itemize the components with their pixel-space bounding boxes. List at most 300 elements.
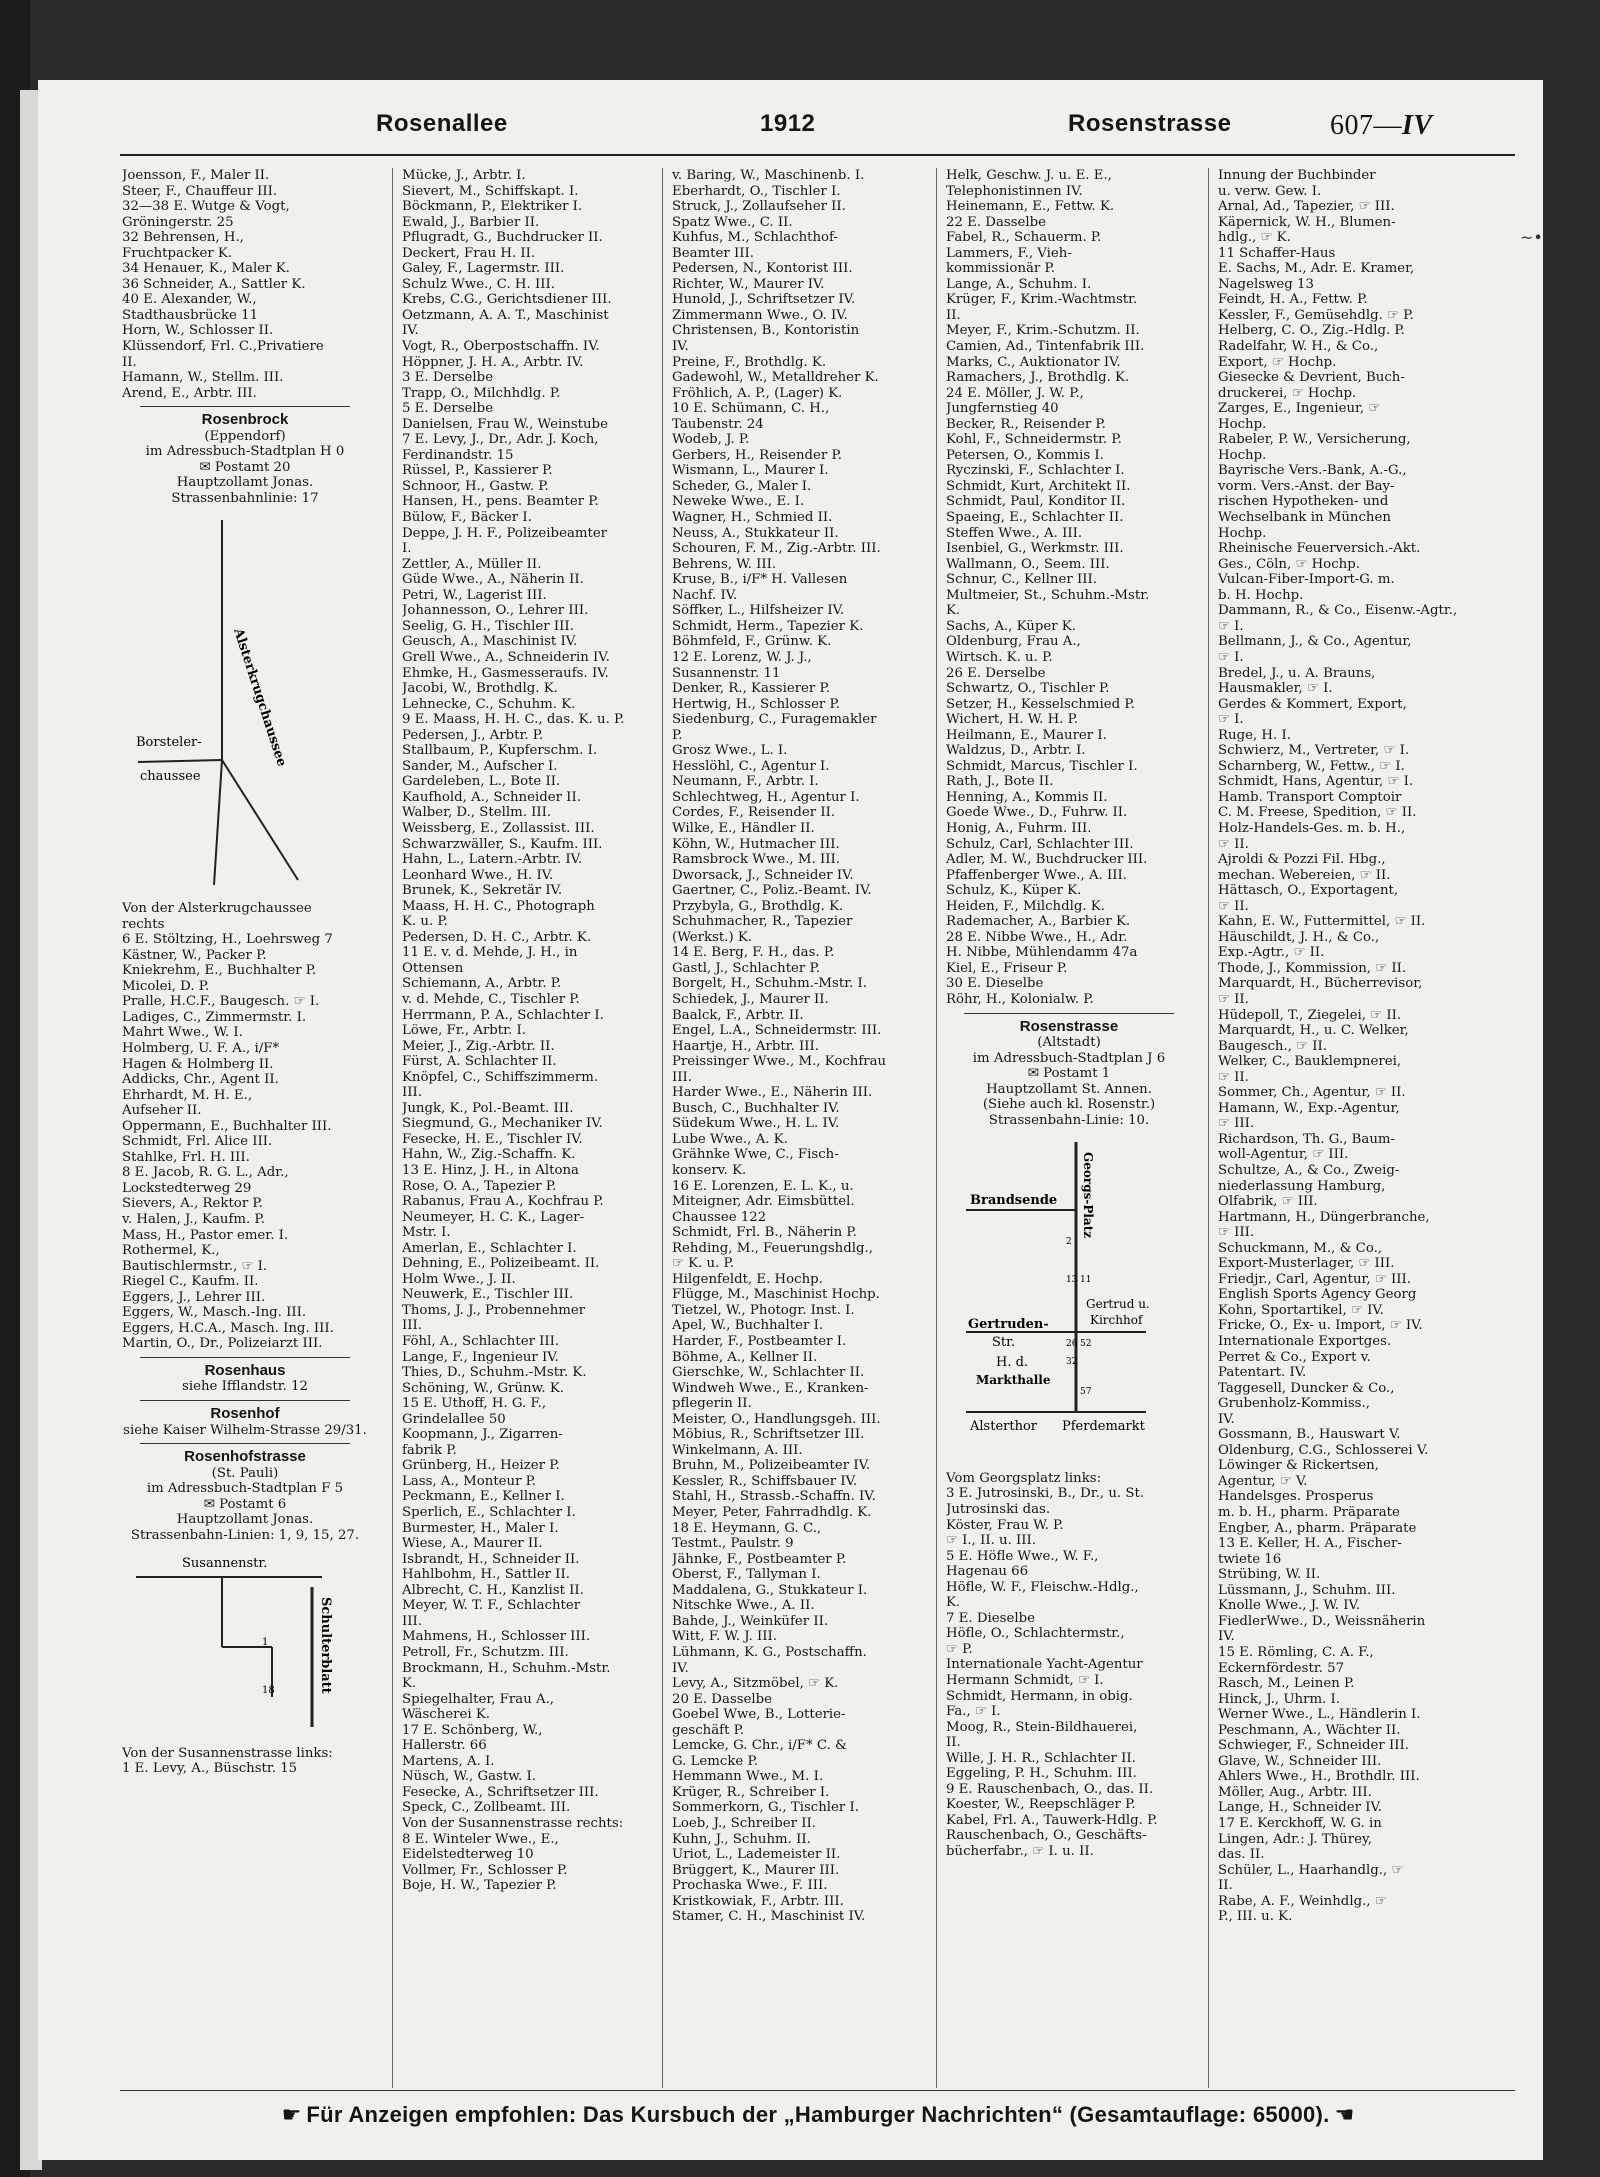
directory-entry: Nüsch, W., Gastw. I. xyxy=(402,1769,536,1785)
directory-entry: Helk, Geschw. J. u. E. E., xyxy=(946,168,1112,183)
map-label: Alsterthor xyxy=(970,1419,1037,1435)
directory-entry: Seelig, G. H., Tischler III. xyxy=(402,618,574,634)
column-5 xyxy=(1218,168,1464,1925)
directory-entry: Richter, W., Maurer IV. xyxy=(672,276,825,292)
directory-entry: Höfle, W. F., Fleischw.-Hdlg., xyxy=(946,1579,1139,1595)
street-heading: Rosenhaus xyxy=(204,1361,286,1379)
directory-entry: III. xyxy=(402,1085,422,1101)
directory-entry: Thies, D., Schuhm.-Mstr. K. xyxy=(402,1365,587,1381)
page-footer xyxy=(118,2102,1518,2132)
directory-entry: II. xyxy=(1218,1878,1233,1894)
directory-entry: Marquardt, H., u. C. Welker, xyxy=(1218,1023,1409,1039)
directory-entry: Fricke, O., Ex- u. Import, ☞ IV. xyxy=(1218,1318,1423,1334)
directory-entry: Kohn, Sportartikel, ☞ IV. xyxy=(1218,1302,1384,1318)
directory-entry: 12 E. Lorenz, W. J. J., xyxy=(672,649,812,665)
directory-entry: Goebel Wwe, B., Lotterie- xyxy=(672,1707,846,1723)
directory-entry: Eggers, W., Masch.-Ing. III. xyxy=(122,1305,307,1321)
directory-entry: Hamb. Transport Comptoir xyxy=(1218,789,1402,805)
directory-entry: FiedlerWwe., D., Weissnäherin xyxy=(1218,1613,1426,1629)
directory-entry: Horn, W., Schlosser II. xyxy=(122,323,274,339)
directory-entry: Ahlers Wwe., H., Brothdlr. III. xyxy=(1218,1769,1420,1785)
directory-entry: Thoms, J. J., Probennehmer xyxy=(402,1302,586,1318)
directory-entry: Knolle Wwe., J. W. IV. xyxy=(1218,1598,1361,1614)
directory-entry: 8 E. Jacob, R. G. L., Adr., xyxy=(122,1165,289,1181)
directory-entry: Pralle, H.C.F., Baugesch. ☞ I. xyxy=(122,994,320,1010)
directory-entry: Lube Wwe., A. K. xyxy=(672,1131,788,1147)
directory-entry: Siegmund, G., Mechaniker IV. xyxy=(402,1116,603,1132)
street-info-line: Hauptzollamt Jonas. xyxy=(176,475,314,491)
directory-entry: Pedersen, N., Kontorist III. xyxy=(672,261,853,277)
map-label: 11 xyxy=(1080,1275,1092,1286)
directory-entry: 15 E. Uthoff, H. G. F., xyxy=(402,1396,547,1412)
directory-entry: Neumeyer, H. C. K., Lager- xyxy=(402,1209,585,1225)
street-info-line: (Altstadt) xyxy=(1037,1035,1101,1051)
directory-entry: Wagner, H., Schmied II. xyxy=(672,510,833,526)
directory-entry: Bellmann, J., & Co., Agentur, xyxy=(1218,634,1412,650)
directory-entry: Kaufhold, A., Schneider II. xyxy=(402,789,581,805)
directory-entry: Hochp. xyxy=(1218,525,1267,541)
directory-entry: Lehnecke, C., Schuhm. K. xyxy=(402,696,576,712)
directory-entry: Beamter III. xyxy=(672,245,754,261)
directory-entry: Schiedek, J., Maurer II. xyxy=(672,991,829,1007)
directory-entry: Ruge, H. I. xyxy=(1218,727,1291,743)
directory-entry: Pedersen, D. H. C., Arbtr. K. xyxy=(402,929,592,945)
directory-entry: Schulz, Carl, Schlachter III. xyxy=(946,836,1134,852)
directory-entry: Scheder, G., Maler I. xyxy=(672,478,812,494)
directory-entry: Gierschke, W., Schlachter II. xyxy=(672,1365,865,1381)
directory-entry: Petersen, O., Kommis I. xyxy=(946,447,1104,463)
street-info-line: siehe Kaiser Wilhelm-Strasse 29/31. xyxy=(123,1422,367,1438)
directory-entry: Siedenburg, C., Furagemakler xyxy=(672,712,877,728)
directory-entry: Südekum Wwe., H. L. IV. xyxy=(672,1116,840,1132)
section-divider xyxy=(140,1443,350,1444)
directory-entry: Sommerkorn, G., Tischler I. xyxy=(672,1800,859,1816)
directory-entry: Multmeier, St., Schuhm.-Mstr. xyxy=(946,587,1150,603)
directory-entry: Werner Wwe., L., Händlerin I. xyxy=(1218,1707,1421,1723)
directory-entry: Kristkowiak, F., Arbtr. III. xyxy=(672,1893,844,1909)
directory-entry: 5 E. Derselbe xyxy=(402,401,494,417)
directory-entry: Böhmfeld, F., Grünw. K. xyxy=(672,634,832,650)
street-info-line: Hauptzollamt St. Annen. xyxy=(986,1081,1152,1097)
directory-entry: Dammann, R., & Co., Eisenw.-Agtr., xyxy=(1218,603,1458,619)
directory-entry: Bredel, J., u. A. Brauns, xyxy=(1218,665,1376,681)
directory-entry: vorm. Vers.-Anst. der Bay- xyxy=(1218,478,1395,494)
directory-entry: 11 Schaffer-Haus xyxy=(1218,245,1336,261)
directory-entry: Möller, Aug., Arbtr. III. xyxy=(1218,1784,1372,1800)
directory-entry: Internationale Yacht-Agentur xyxy=(946,1657,1143,1673)
directory-entry: Heinemann, E., Fettw. K. xyxy=(946,199,1115,215)
directory-entry: Scharnberg, W., Fettw., ☞ I. xyxy=(1218,758,1405,774)
directory-entry: Denker, R., Kassierer P. xyxy=(672,681,830,697)
directory-entry: IV. xyxy=(402,323,419,339)
directory-entry: Oldenburg, Frau A., xyxy=(946,634,1081,650)
directory-entry: 7 E. Dieselbe xyxy=(946,1610,1035,1626)
map-label: 1 xyxy=(262,1637,269,1649)
directory-entry: Bautischlermstr., ☞ I. xyxy=(122,1258,268,1274)
directory-entry: 22 E. Dasselbe xyxy=(946,214,1047,230)
directory-entry: Hallerstr. 66 xyxy=(402,1738,487,1754)
directory-entry: Meier, J., Zig.-Arbtr. II. xyxy=(402,1038,555,1054)
directory-entry: Mahmens, H., Schlosser III. xyxy=(402,1629,591,1645)
directory-entry: Rademacher, A., Barbier K. xyxy=(946,914,1131,930)
directory-entry: Schmidt, Marcus, Tischler I. xyxy=(946,758,1138,774)
directory-entry: Hartmann, H., Düngerbranche, xyxy=(1218,1209,1430,1225)
directory-entry: Christensen, B., Kontoristin xyxy=(672,323,860,339)
directory-entry: III. xyxy=(402,1318,422,1334)
directory-entry: Rath, J., Bote II. xyxy=(946,774,1054,790)
directory-entry: Rabeler, P. W., Versicherung, xyxy=(1218,432,1411,448)
directory-entry: Krüger, R., Schreiber I. xyxy=(672,1784,830,1800)
directory-entry: Strübing, W. II. xyxy=(1218,1567,1321,1583)
section-divider xyxy=(140,406,350,407)
directory-entry: Trapp, O., Milchhdlg. P. xyxy=(402,385,561,401)
directory-entry: Hochp. xyxy=(1218,416,1267,432)
directory-entry: Przybyla, G., Brothdlg. K. xyxy=(672,898,844,914)
directory-entry: Isenbiel, G., Werkmstr. III. xyxy=(946,541,1124,557)
directory-entry: Mstr. I. xyxy=(402,1225,451,1241)
directory-entry: Fürst, A. Schlachter II. xyxy=(402,1054,557,1070)
directory-entry: Borgelt, H., Schuhm.-Mstr. I. xyxy=(672,976,868,992)
directory-entry: ☞ I., II. u. III. xyxy=(946,1533,1037,1549)
directory-entry: Bahde, J., Weinküfer II. xyxy=(672,1613,829,1629)
directory-entry: C. M. Freese, Spedition, ☞ II. xyxy=(1218,805,1417,821)
directory-entry: Hahn, L., Latern.-Arbtr. IV. xyxy=(402,852,583,868)
directory-entry: Rehding, M., Feuerungshdlg., xyxy=(672,1240,873,1256)
directory-entry: Güde Wwe., A., Näherin II. xyxy=(402,572,584,588)
directory-entry: Klüssendorf, Frl. C.,Privatiere xyxy=(122,339,324,355)
directory-entry: Lass, A., Monteur P. xyxy=(402,1473,537,1489)
directory-entry: Vulcan-Fiber-Import-G. m. xyxy=(1218,572,1395,588)
directory-entry: Ges., Cöln, ☞ Hochp. xyxy=(1218,556,1360,572)
header-right-title: Rosenstrasse xyxy=(1068,110,1232,137)
directory-entry: Wirtsch. K. u. P. xyxy=(946,649,1053,665)
directory-entry: Wechselbank in München xyxy=(1218,510,1391,526)
directory-entry: K. xyxy=(946,1595,961,1611)
directory-entry: Neuwerk, E., Tischler III. xyxy=(402,1287,574,1303)
directory-entry: pflegerin II. xyxy=(672,1396,752,1412)
directory-entry: bücherfabr., ☞ I. u. II. xyxy=(946,1844,1094,1860)
directory-entry: II. xyxy=(946,1735,961,1751)
directory-entry: Taubenstr. 24 xyxy=(672,416,764,432)
directory-entry: Kuhn, J., Schuhm. II. xyxy=(672,1831,811,1847)
directory-entry: Vogt, R., Oberpostschaffn. IV. xyxy=(402,339,600,355)
directory-entry: Kessler, F., Gemüsehdlg. ☞ P. xyxy=(1218,307,1414,323)
directory-entry: 8 E. Winteler Wwe., E., xyxy=(402,1831,559,1847)
street-info-line: Strassenbahn-Linien: 1, 9, 15, 27. xyxy=(130,1527,360,1543)
map-label: Str. xyxy=(992,1335,1016,1351)
street-heading: Rosenhof xyxy=(210,1404,280,1422)
directory-entry: Eidelstedterweg 10 xyxy=(402,1847,534,1863)
directory-entry: Walber, D., Stellm. III. xyxy=(402,805,552,821)
directory-entry: ☞ I. xyxy=(1218,712,1244,728)
directory-entry: Rothermel, K., xyxy=(122,1243,220,1259)
directory-entry: Hinck, J., Uhrm. I. xyxy=(1218,1691,1341,1707)
directory-entry: niederlassung Hamburg, xyxy=(1218,1178,1386,1194)
map-label: 2 xyxy=(1066,1237,1072,1248)
header-page-number xyxy=(1330,110,1433,142)
directory-entry: Schmidt, Hans, Agentur, ☞ I. xyxy=(1218,774,1414,790)
directory-entry: Preine, F., Brothdlg. K. xyxy=(672,354,827,370)
directory-entry: IV. xyxy=(1218,1411,1235,1427)
directory-entry: Lingen, Adr.: J. Thürey, xyxy=(1218,1831,1372,1847)
directory-entry: Hochp. xyxy=(1218,447,1267,463)
directory-entry: Schultze, A., & Co., Zweig- xyxy=(1218,1163,1400,1178)
directory-entry: Addicks, Chr., Agent II. xyxy=(122,1072,279,1088)
directory-entry: Ehrhardt, M. H. E., xyxy=(122,1087,253,1103)
directory-entry: Dworsack, J., Schneider IV. xyxy=(672,867,854,883)
street-info-line: ✉ Postamt 1 xyxy=(1027,1066,1111,1082)
directory-entry: Waldzus, D., Arbtr. I. xyxy=(946,743,1086,759)
directory-entry: Kabel, Frl. A., Tauwerk-Hdlg. P. xyxy=(946,1812,1158,1828)
directory-entry: Henning, A., Kommis II. xyxy=(946,789,1108,805)
directory-entry: Bruhn, M., Polizeibeamter IV. xyxy=(672,1458,871,1474)
directory-entry: Schulz, K., Küper K. xyxy=(946,883,1082,899)
directory-entry: Ladiges, C., Zimmermstr. I. xyxy=(122,1009,307,1025)
page-number: 607— xyxy=(1330,110,1402,141)
directory-entry: Burmester, H., Maler I. xyxy=(402,1520,559,1536)
directory-entry: 34 Henauer, K., Maler K. xyxy=(122,261,290,277)
column-3 xyxy=(672,168,918,1925)
directory-entry: Föhl, A., Schlachter III. xyxy=(402,1334,560,1350)
directory-entry: Wilke, E., Händler II. xyxy=(672,820,815,836)
directory-entry: Internationale Exportges. xyxy=(1218,1334,1392,1350)
directory-entry: Adler, M. W., Buchdrucker III. xyxy=(946,852,1148,868)
directory-entry: Neumann, F., Arbtr. I. xyxy=(672,774,819,790)
directory-entry: Geusch, A., Maschinist IV. xyxy=(402,634,578,650)
directory-entry: 40 E. Alexander, W., xyxy=(122,292,257,308)
directory-entry: Rabanus, Frau A., Kochfrau P. xyxy=(402,1194,604,1210)
directory-entry: 11 E. v. d. Mehde, J. H., in xyxy=(402,945,578,961)
map-label: 52 xyxy=(1080,1339,1092,1350)
directory-entry: Holm Wwe., J. II. xyxy=(402,1271,516,1287)
directory-entry: Eckernfördestr. 57 xyxy=(1218,1660,1345,1676)
directory-entry: Hemmann Wwe., M. I. xyxy=(672,1769,824,1785)
directory-entry: Grubenholz-Kommiss., xyxy=(1218,1396,1370,1412)
street-info-line: siehe Ifflandstr. 12 xyxy=(182,1379,308,1395)
directory-entry: Köster, Frau W. P. xyxy=(946,1517,1064,1533)
directory-entry: Maass, H. H. C., Photograph xyxy=(402,898,595,914)
street-info-line: im Adressbuch-Stadtplan F 5 xyxy=(146,1481,344,1497)
directory-entry: Radelfahr, W. H., & Co., xyxy=(1218,339,1379,355)
directory-entry: ☞ II. xyxy=(1218,991,1249,1007)
directory-entry: Glave, W., Schneider III. xyxy=(1218,1753,1382,1769)
directory-entry: Neweke Wwe., E. I. xyxy=(672,494,805,510)
directory-entry: III. xyxy=(402,1613,422,1629)
directory-entry: Lockstedterweg 29 xyxy=(122,1180,252,1196)
directory-entry: Riegel C., Kaufm. II. xyxy=(122,1274,259,1290)
directory-entry: ☞ II. xyxy=(1218,898,1249,914)
directory-entry: K. xyxy=(402,1676,417,1692)
directory-entry: Haartje, H., Arbtr. III. xyxy=(672,1038,820,1054)
directory-entry: Ehmke, H., Gasmesseraufs. IV. xyxy=(402,665,609,681)
directory-entry: Lammers, F., Vieh- xyxy=(946,245,1072,261)
directory-entry: ☞ K. u. P. xyxy=(672,1256,735,1272)
footer-rule xyxy=(120,2090,1515,2091)
directory-entry: Wille, J. H. R., Schlachter II. xyxy=(946,1750,1136,1766)
directory-entry: II. xyxy=(946,307,961,323)
directory-entry: Uriot, L., Lademeister II. xyxy=(672,1847,841,1863)
map-label: Georgs-Platz xyxy=(1081,1152,1095,1239)
directory-entry: Hahlbohm, H., Sattler II. xyxy=(402,1567,570,1583)
directory-entry: 9 E. Rauschenbach, O., das. II. xyxy=(946,1781,1154,1797)
directory-entry: Grindelallee 50 xyxy=(402,1411,506,1427)
directory-entry: Schüler, L., Haarhandlg., ☞ xyxy=(1218,1862,1404,1878)
map-label: 32 xyxy=(1066,1357,1078,1368)
directory-entry: Höppner, J. H. A., Arbtr. IV. xyxy=(402,354,584,370)
directory-entry: Petroll, Fr., Schutzm. III. xyxy=(402,1644,569,1660)
directory-entry: Lühmann, K. G., Postschaffn. xyxy=(672,1644,867,1660)
directory-entry: Gadewohl, W., Metalldreher K. xyxy=(672,370,879,386)
directory-entry: Winkelmann, A. III. xyxy=(672,1442,803,1458)
directory-entry: Friedjr., Carl, Agentur, ☞ III. xyxy=(1218,1271,1412,1287)
directory-entry: Bülow, F., Bäcker I. xyxy=(402,510,532,526)
directory-entry: Boje, H. W., Tapezier P. xyxy=(402,1878,557,1894)
directory-entry: Hausmakler, ☞ I. xyxy=(1218,681,1333,697)
directory-entry: Lange, H., Schneider IV. xyxy=(1218,1800,1382,1816)
directory-entry: Nagelsweg 13 xyxy=(1218,276,1314,292)
directory-entry: Jutrosinski das. xyxy=(946,1502,1051,1517)
directory-entry: Behrens, W. III. xyxy=(672,556,777,572)
directory-entry: Pflugradt, G., Buchdrucker II. xyxy=(402,230,603,246)
directory-entry: Oberst, F., Tallyman I. xyxy=(672,1567,821,1583)
directory-entry: Innung der Buchbinder xyxy=(1218,168,1376,183)
directory-entry: Struck, J., Zollaufseher II. xyxy=(672,199,846,215)
directory-entry: Kästner, W., Packer P. xyxy=(122,947,267,963)
directory-entry: Krebs, C.G., Gerichtsdiener III. xyxy=(402,292,612,308)
directory-entry: Steffen Wwe., A. III. xyxy=(946,525,1083,541)
directory-entry: Engber, A., pharm. Präparate xyxy=(1218,1520,1417,1536)
directory-entry: Lemcke, G. Chr., i/F* C. & xyxy=(672,1738,847,1754)
directory-entry: Gossmann, B., Hauswart V. xyxy=(1218,1427,1401,1443)
directory-entry: Eggers, H.C.A., Masch. Ing. III. xyxy=(122,1320,334,1336)
street-info-line: Strassenbahnlinie: 17 xyxy=(171,490,319,506)
pointing-hand-right-icon: ☚ xyxy=(1334,2103,1355,2128)
directory-entry: Zarges, E., Ingenieur, ☞ xyxy=(1218,401,1381,417)
directory-entry: English Sports Agency Georg xyxy=(1218,1287,1417,1303)
directory-entry: ☞ II. xyxy=(1218,1069,1249,1085)
directory-entry: Chaussee 122 xyxy=(672,1209,767,1225)
directory-entry: Vom Georgsplatz links: xyxy=(946,1470,1102,1486)
street-info-line: im Adressbuch-Stadtplan H 0 xyxy=(145,444,345,460)
directory-entry: hdlg., ☞ K. xyxy=(1218,230,1291,246)
directory-entry: Höfle, O., Schlachtermstr., xyxy=(946,1626,1125,1642)
directory-entry: Fesecke, A., Schriftsetzer III. xyxy=(402,1784,599,1800)
directory-entry: Martin, O., Dr., Polizeiarzt III. xyxy=(122,1336,323,1352)
directory-entry: Kniekrehm, E., Buchhalter P. xyxy=(122,963,317,979)
directory-entry: Bayrische Vers.-Bank, A.-G., xyxy=(1218,463,1407,479)
directory-entry: Gröningerstr. 25 xyxy=(122,214,234,230)
directory-entry: Herrmann, P. A., Schlachter I. xyxy=(402,1007,604,1023)
map-label: Pferdemarkt xyxy=(1062,1419,1145,1435)
directory-entry: Stahlke, Frl. H. III. xyxy=(122,1149,250,1165)
directory-entry: Wallmann, O., Seem. III. xyxy=(946,556,1110,572)
directory-entry: I. xyxy=(402,541,412,557)
column-1 xyxy=(122,168,368,1777)
column-divider xyxy=(662,168,663,2088)
directory-entry: Zettler, A., Müller II. xyxy=(402,556,542,572)
directory-entry: Rauschenbach, O., Geschäfts- xyxy=(946,1828,1147,1844)
directory-entry: K. xyxy=(946,603,961,619)
directory-entry: Meyer, F., Krim.-Schutzm. II. xyxy=(946,323,1140,339)
directory-entry: Koester, W., Reepschläger P. xyxy=(946,1797,1136,1813)
directory-entry: Mücke, J., Arbtr. I. xyxy=(402,168,526,183)
directory-entry: Rasch, M., Leinen P. xyxy=(1218,1676,1355,1692)
directory-entry: mechan. Webereien, ☞ II. xyxy=(1218,867,1391,883)
directory-entry: Busch, C., Buchhalter IV. xyxy=(672,1100,840,1116)
directory-entry: Joensson, F., Maler II. xyxy=(122,168,270,183)
street-info-line: (St. Pauli) xyxy=(211,1465,279,1481)
directory-entry: Köhn, W., Hutmacher III. xyxy=(672,836,840,852)
directory-entry: 3 E. Jutrosinski, B., Dr., u. St. xyxy=(946,1486,1145,1502)
directory-entry: Wismann, L., Maurer I. xyxy=(672,463,829,479)
directory-entry: Rabe, A. F., Weinhdlg., ☞ xyxy=(1218,1893,1387,1909)
directory-entry: (Werkst.) K. xyxy=(672,929,753,945)
directory-entry: konserv. K. xyxy=(672,1163,747,1178)
directory-entry: v. d. Mehde, C., Tischler P. xyxy=(402,991,580,1007)
directory-entry: twiete 16 xyxy=(1218,1551,1282,1567)
directory-entry: 9 E. Maass, H. H. C., das. K. u. P. xyxy=(402,712,625,728)
directory-entry: Brüggert, K., Maurer III. xyxy=(672,1862,840,1878)
map-label: Gertruden- xyxy=(968,1317,1049,1333)
street-heading: Rosenbrock xyxy=(201,411,289,429)
directory-entry: Dehning, E., Polizeibeamt. II. xyxy=(402,1256,600,1272)
street-map-rosenbrock xyxy=(122,510,368,890)
directory-entry: Baalck, F., Arbtr. II. xyxy=(672,1007,804,1023)
directory-entry: Jacobi, W., Brothdlg. K. xyxy=(402,681,558,697)
directory-entry: Levy, A., Sitzmöbel, ☞ K. xyxy=(672,1676,839,1692)
column-divider xyxy=(1208,168,1209,2088)
header-year: 1912 xyxy=(760,110,816,137)
map-label: 26 xyxy=(1066,1339,1078,1350)
directory-entry: Spaeing, E., Schlachter II. xyxy=(946,510,1124,526)
directory-entry: Exp.-Agtr., ☞ II. xyxy=(1218,945,1325,961)
street-heading: Rosenstrasse xyxy=(1019,1017,1119,1035)
directory-entry: Böhme, A., Kellner II. xyxy=(672,1349,818,1365)
directory-entry: Mahrt Wwe., W. I. xyxy=(122,1025,243,1041)
street-info-line: ✉ Postamt 20 xyxy=(199,459,291,475)
directory-entry: Jähnke, F., Postbeamter P. xyxy=(672,1551,847,1567)
map-label: Kirchhof xyxy=(1090,1313,1143,1328)
map-label: Alsterkrugchaussee xyxy=(230,627,290,769)
street-info-line: (Siehe auch kl. Rosenstr.) xyxy=(982,1097,1156,1113)
directory-entry: Eggeling, P. H., Schuhm. III. xyxy=(946,1766,1137,1782)
directory-entry: Hagen & Holmberg II. xyxy=(122,1056,274,1072)
directory-entry: Schwartz, O., Tischler P. xyxy=(946,681,1110,697)
directory-entry: Hamann, W., Exp.-Agentur, xyxy=(1218,1100,1400,1116)
directory-entry: Brockmann, H., Schuhm.-Mstr. xyxy=(402,1660,611,1676)
directory-entry: Hilgenfeldt, E. Hochp. xyxy=(672,1271,823,1287)
directory-entry: Grünberg, H., Heizer P. xyxy=(402,1458,560,1474)
directory-entry: 3 E. Derselbe xyxy=(402,370,494,386)
directory-entry: 26 E. Derselbe xyxy=(946,665,1046,681)
directory-entry: 30 E. Dieselbe xyxy=(946,976,1044,992)
directory-entry: Stahl, H., Strassb.-Schaffn. IV. xyxy=(672,1489,876,1505)
directory-entry: geschäft P. xyxy=(672,1722,745,1738)
directory-entry: Meyer, W. T. F., Schlachter xyxy=(402,1598,581,1614)
directory-entry: u. verw. Gew. I. xyxy=(1218,183,1322,199)
directory-entry: Meister, O., Handlungsgeh. III. xyxy=(672,1411,881,1427)
map-label: Markthalle xyxy=(976,1373,1051,1388)
directory-entry: Spatz Wwe., C. II. xyxy=(672,214,793,230)
directory-entry: Welker, C., Bauklempnerei, xyxy=(1218,1054,1402,1070)
directory-entry: 36 Schneider, A., Sattler K. xyxy=(122,276,306,292)
directory-entry: Loeb, J., Schreiber II. xyxy=(672,1815,816,1831)
directory-entry: Aufseher II. xyxy=(122,1103,202,1119)
header-rule xyxy=(120,154,1515,156)
street-heading: Rosenhofstrasse xyxy=(184,1448,306,1466)
directory-entry: Hahn, W., Zig.-Schaffn. K. xyxy=(402,1147,576,1163)
directory-entry: Schouren, F. M., Zig.-Arbtr. III. xyxy=(672,541,881,557)
